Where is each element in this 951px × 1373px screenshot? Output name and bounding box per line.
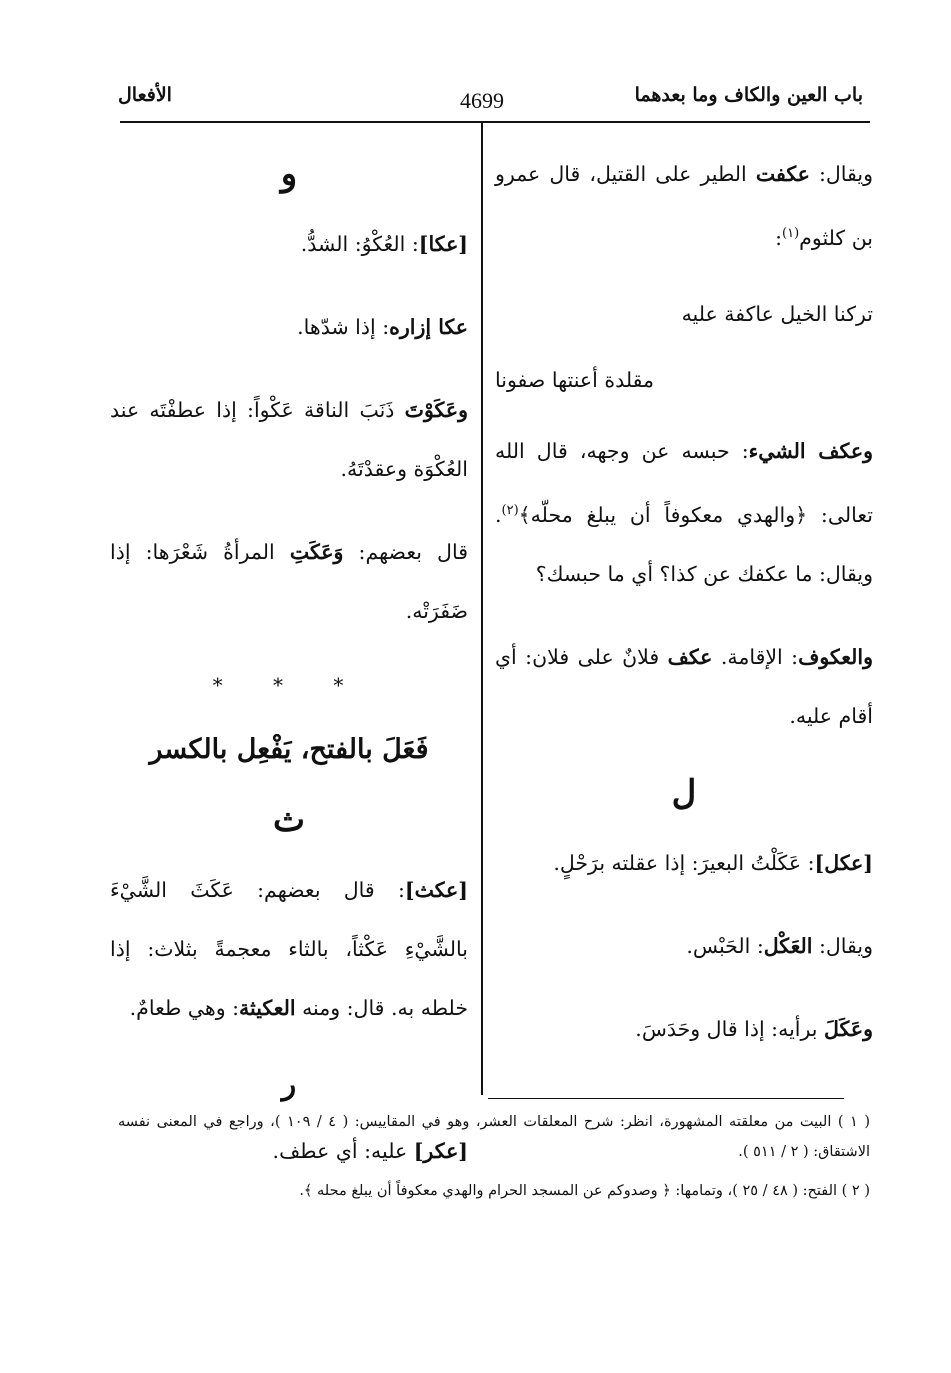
letter-heading-ra: ر — [281, 1067, 297, 1102]
text: ويقال: — [812, 933, 873, 958]
right-column — [495, 145, 873, 1083]
headword: العَكْل — [763, 933, 813, 958]
headword: [عكل] — [814, 850, 873, 875]
text: : قال بعضهم: عَكَثَ الشَّيْءَ بالشَّيْءِ عَكْثاً، بالثاء معجمةً بثلاث: إذا خلطه به. قال: ومنه — [110, 878, 468, 1020]
entry-akat-marah — [110, 523, 468, 641]
column-divider — [481, 122, 483, 1095]
text: برأيه: إذا قال وحَدَسَ. — [635, 1016, 825, 1041]
text: : — [775, 225, 783, 250]
section-subheading: فَعَلَ بالفتح، يَفْعِل بالكسر — [149, 734, 429, 765]
headword: والعكوف — [798, 644, 873, 669]
text: : الحَبْس. — [686, 933, 764, 958]
section-divider-stars: * * * — [212, 673, 366, 697]
headword: وعكف الشيء — [748, 438, 873, 463]
text: عليه: أي عطف. — [272, 1139, 414, 1163]
text: الطير على القتيل، قال عمرو بن كلثوم — [495, 162, 873, 250]
text: فلانٌ على فلان: أي أقام عليه. — [495, 644, 873, 728]
footnote-ref: (١) — [782, 226, 800, 241]
headword: [عكث] — [404, 878, 468, 902]
entry-akatha — [110, 861, 468, 1038]
letter-heading-waw: و — [280, 154, 298, 194]
text: قال بعضهم: — [343, 540, 468, 564]
entry-akafa-shay — [495, 422, 873, 604]
left-column — [110, 145, 468, 1205]
text: : الإقامة. — [712, 644, 799, 669]
headword: [عكر] — [413, 1139, 468, 1163]
entry-akala — [495, 834, 873, 893]
entry-akafa-tayr — [495, 145, 873, 268]
entry-aka-izar — [110, 298, 468, 357]
text: ويقال: — [809, 162, 873, 186]
header-rule — [120, 121, 870, 123]
headword: عكا إزاره — [389, 315, 468, 339]
footnote-rule — [488, 1098, 844, 1099]
headword: [عكا] — [418, 232, 468, 256]
running-header-chapter: باب العين والكاف وما بعدهما — [634, 84, 863, 106]
text: ذَنَبَ الناقة عَكْواً: إذا عطفْتَه عند العُكْوَة وعقدْتَهُ. — [110, 398, 468, 481]
headword: العكيثة — [239, 996, 296, 1020]
verse-line-1: تركنا الخيل عاكفة عليه — [681, 301, 873, 326]
headword: وعَكَوْتَ — [404, 398, 468, 422]
verse-line-2: مقلدة أعنتها صفونا — [495, 367, 654, 392]
footnote-ref: (٢) — [501, 502, 519, 518]
footnote-1: ( ١ ) البيت من معلقته المشهورة، انظر: شرح المعلقات العشر، وهو في المقاييس: ( ٤ / ١٠٩ )، وراجع في المعنى نفسه الاشتقاق: ( ٢ / ٥١١ ). — [118, 1114, 870, 1160]
text: : وهي طعامٌ. — [129, 996, 240, 1020]
headword: عكفت — [755, 162, 810, 186]
footnote-2: ( ٢ ) الفتح: ( ٤٨ / ٢٥ )، وتمامها: ﴿ وصدوكم عن المسجد الحرام والهدي معكوفاً أن يبلغ محله ﴾. — [299, 1183, 870, 1199]
headword: وعَكَلَ — [824, 1016, 873, 1041]
text: : إذا شدّها. — [297, 315, 390, 339]
entry-ukuf — [495, 628, 873, 746]
text: : العُكْوُ: الشدُّ. — [300, 232, 419, 256]
text: المرأةُ شَعْرَها: إذا ضَفَرَتْه. — [110, 540, 468, 623]
entry-aka — [110, 215, 468, 274]
letter-heading-tha: ث — [272, 800, 305, 840]
text: : حبسه عن وجهه، قال الله تعالى: ﴿والهدي معكوفاً أن يبلغ محلّه﴾ — [495, 438, 873, 527]
text: . ويقال: ما عكفك عن كذا؟ أي ما حبسك؟ — [495, 502, 873, 586]
page-number: 4699 — [460, 88, 504, 113]
running-header-section: الأفعال — [118, 84, 172, 106]
entry-akl — [495, 917, 873, 976]
text: : عَكَلْتُ البعيرَ: إذا عقلته برَحْلٍ. — [553, 850, 815, 875]
entry-akala-rayih — [495, 1000, 873, 1059]
letter-heading-lam: ل — [671, 772, 697, 813]
headword: عكف — [667, 644, 713, 669]
entry-akawta — [110, 381, 468, 499]
headword: وَعَكَتِ — [289, 540, 344, 564]
